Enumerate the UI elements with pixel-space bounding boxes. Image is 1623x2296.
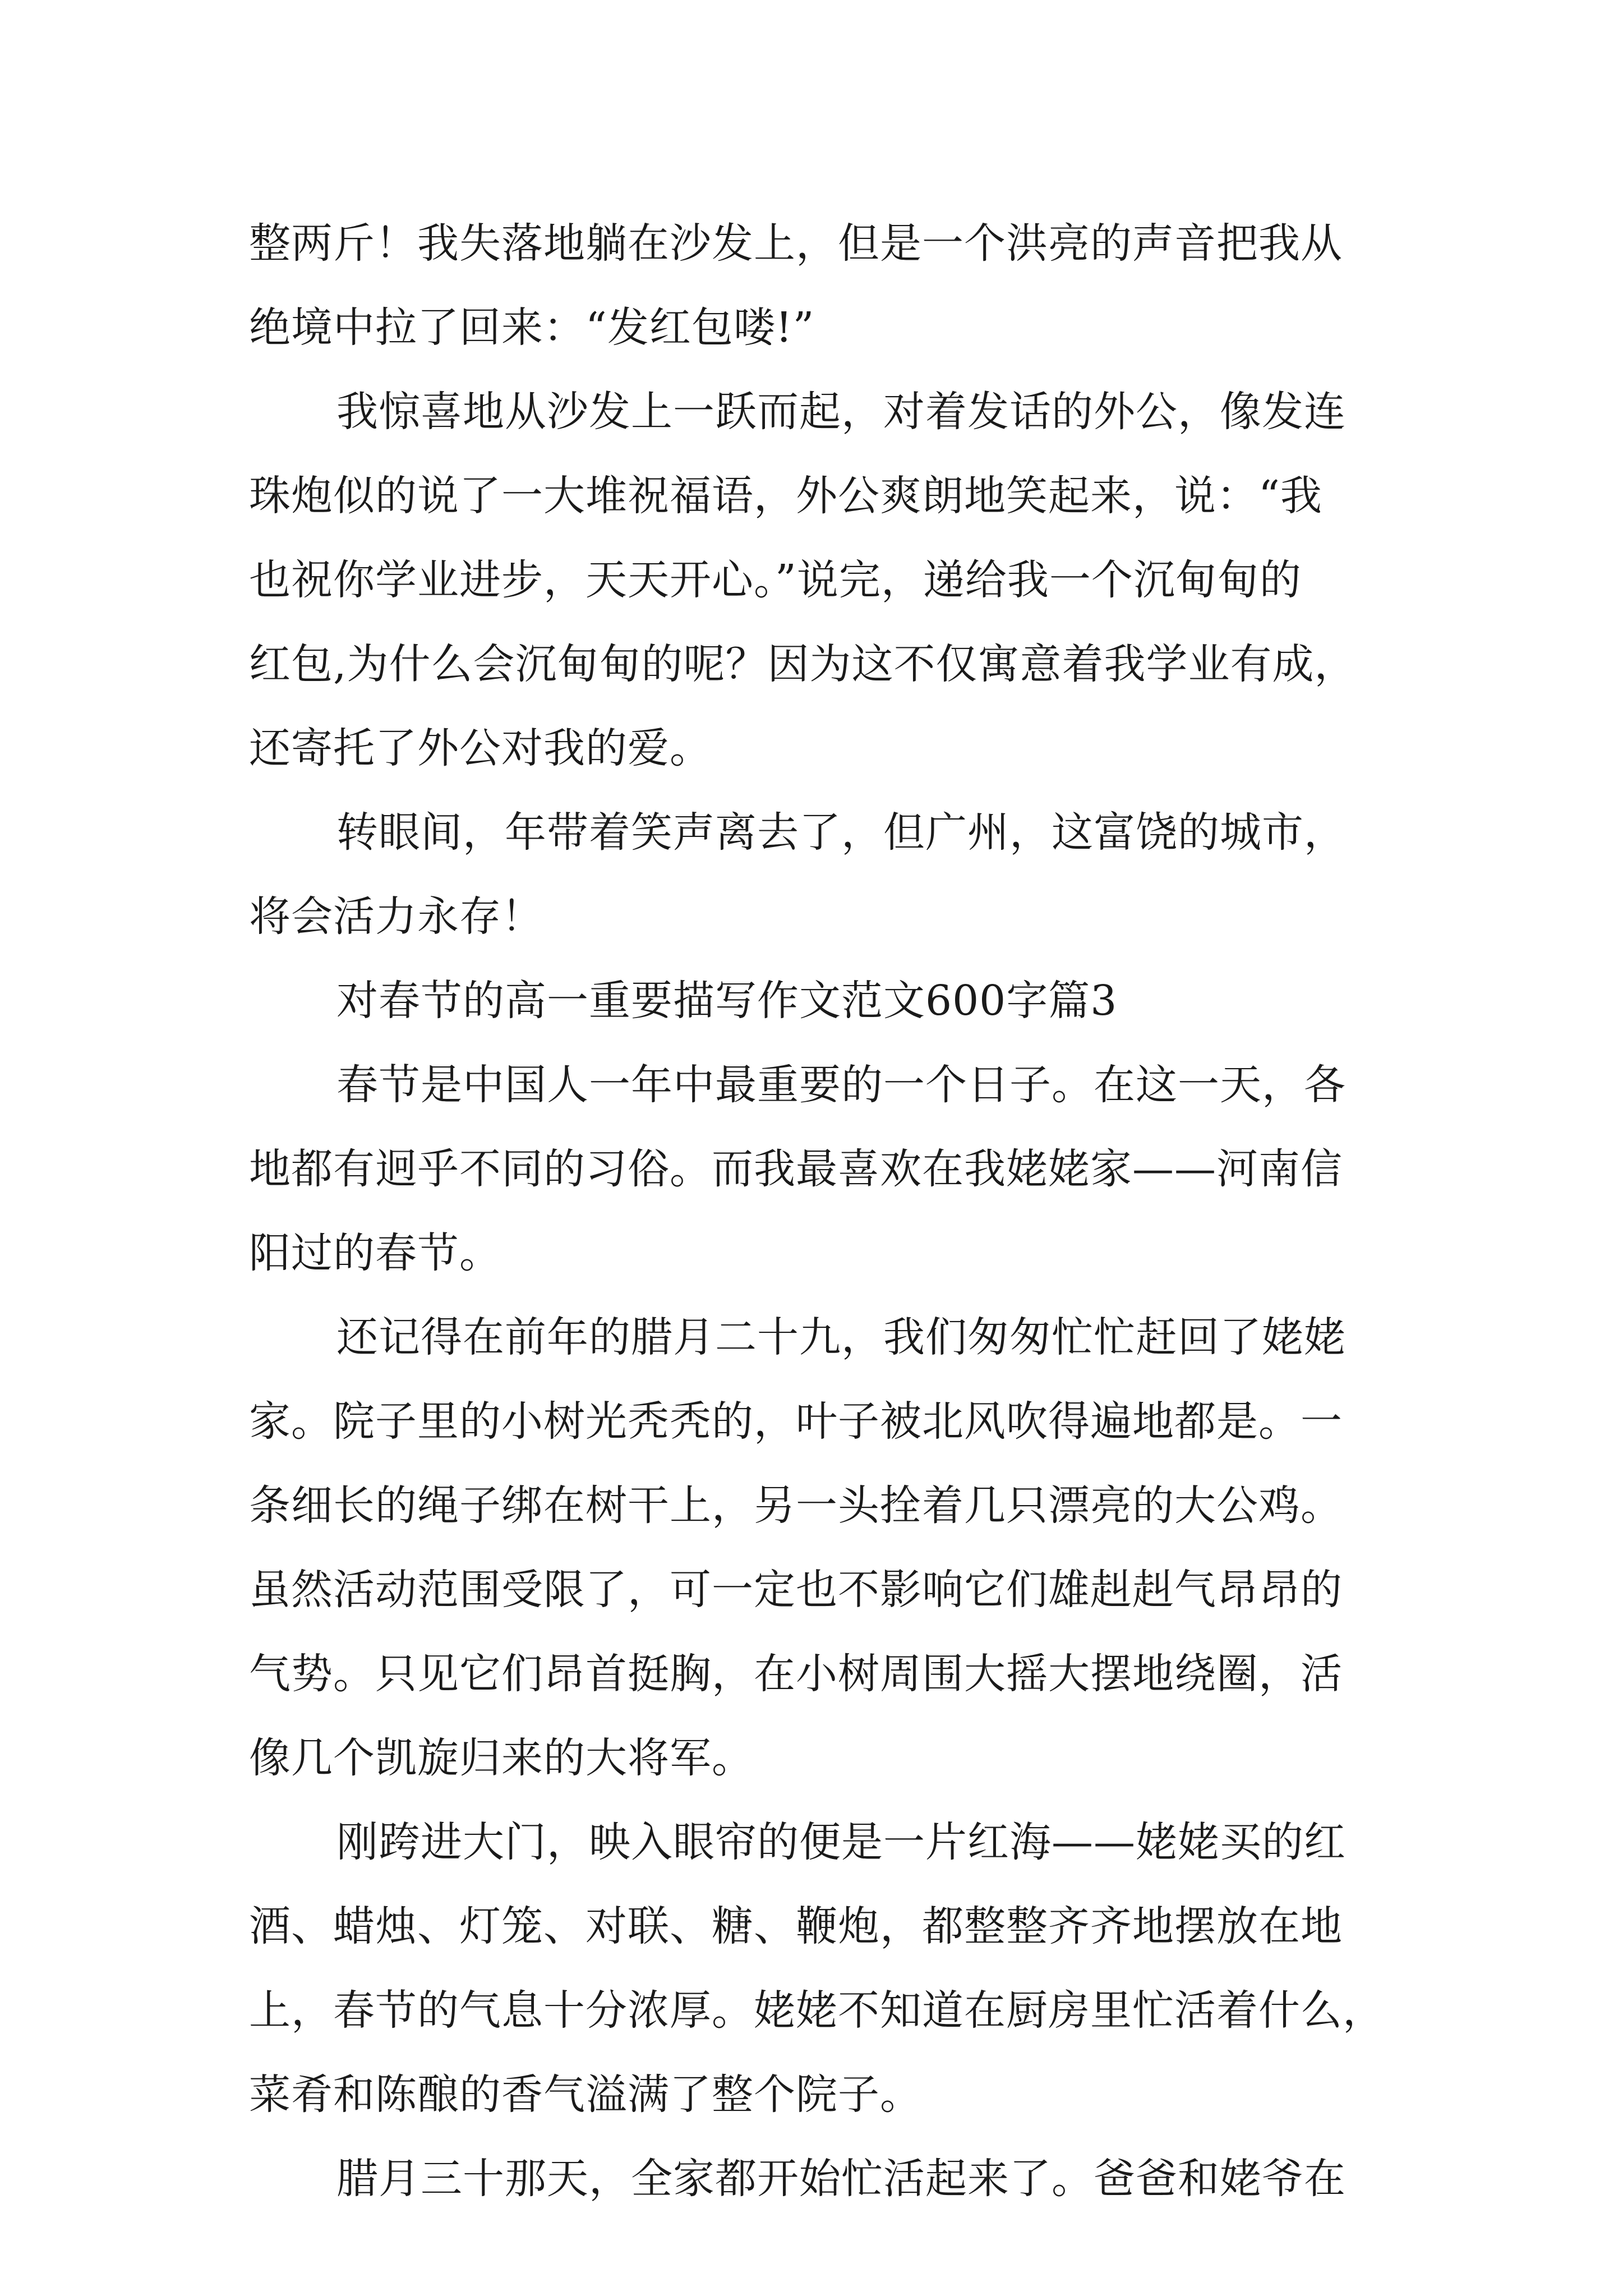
text-line: 虽然活动范围受限了，可一定也不影响它们雄赳赳气昂昂的 <box>249 1566 1343 1614</box>
text-line: 条细长的绳子绑在树干上，另一头拴着几只漂亮的大公鸡。 <box>249 1481 1343 1530</box>
text-line: 像几个凯旋归来的大将军。 <box>249 1734 754 1782</box>
text-line: 还寄托了外公对我的爱。 <box>249 724 712 772</box>
text-line: 菜肴和陈酿的香气溢满了整个院子。 <box>249 2070 922 2119</box>
text-line: 上，春节的气息十分浓厚。姥姥不知道在厨房里忙活着什么， <box>249 1986 1385 2035</box>
text-line: 也祝你学业进步，天天开心。”说完，递给我一个沉甸甸的 <box>249 556 1302 604</box>
text-line: 将会活力永存！ <box>249 892 543 941</box>
text-line: 地都有迥乎不同的习俗。而我最喜欢在我姥姥家——河南信 <box>249 1145 1343 1193</box>
text-line: 整两斤！我失落地躺在沙发上，但是一个洪亮的声音把我从 <box>249 219 1343 268</box>
text-line: 红包,为什么会沉甸甸的呢？因为这不仅寓意着我学业有成， <box>249 640 1357 688</box>
section-heading: 对春节的高一重要描写作文范文600字篇3 <box>336 977 1118 1025</box>
paragraph-first-line: 我惊喜地从沙发上一跃而起，对着发话的外公，像发连 <box>336 388 1346 436</box>
text-line: 阳过的春节。 <box>249 1229 501 1277</box>
text-line: 绝境中拉了回来：“发红包喽!” <box>249 303 815 352</box>
paragraph-first-line: 春节是中国人一年中最重要的一个日子。在这一天，各 <box>336 1061 1346 1109</box>
text-line: 珠炮似的说了一大堆祝福语，外公爽朗地笑起来，说：“我 <box>249 472 1322 520</box>
paragraph-first-line: 刚跨进大门，映入眼帘的便是一片红海——姥姥买的红 <box>336 1818 1346 1866</box>
paragraph-first-line: 转眼间，年带着笑声离去了，但广州，这富饶的城市， <box>336 808 1346 857</box>
text-line: 酒、蜡烛、灯笼、对联、糖、鞭炮，都整整齐齐地摆放在地 <box>249 1902 1343 1950</box>
paragraph-first-line: 腊月三十那天，全家都开始忙活起来了。爸爸和姥爷在 <box>336 2155 1346 2203</box>
text-line: 气势。只见它们昂首挺胸，在小树周围大摇大摆地绕圈，活 <box>249 1650 1343 1698</box>
text-line: 家。院子里的小树光秃秃的，叶子被北风吹得遍地都是。一 <box>249 1397 1343 1446</box>
paragraph-first-line: 还记得在前年的腊月二十九，我们匆匆忙忙赶回了姥姥 <box>336 1313 1346 1361</box>
